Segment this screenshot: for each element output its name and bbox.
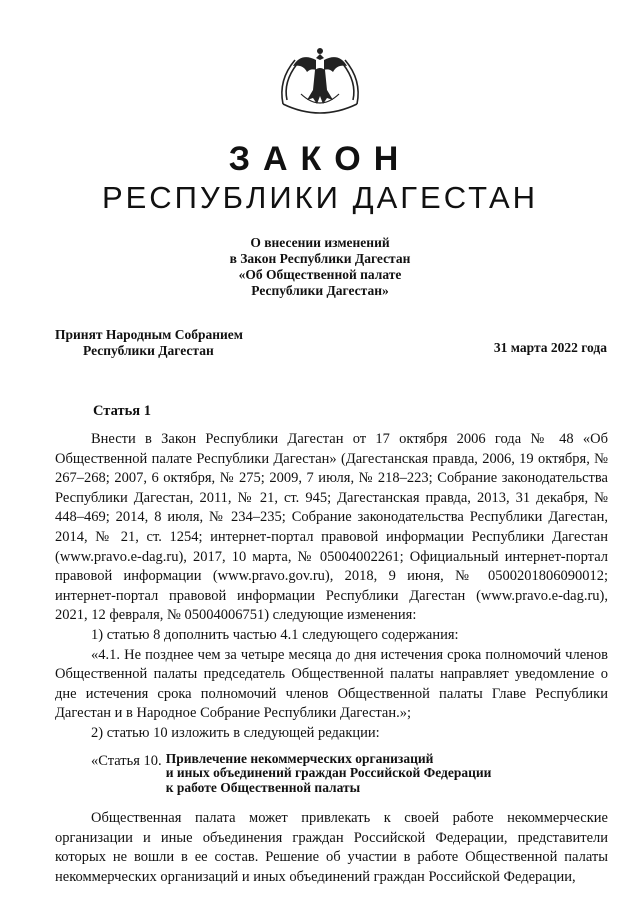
- subject-line-3: «Об Общественной палате: [238, 267, 402, 282]
- subject-line-4: Республики Дагестан»: [251, 283, 389, 298]
- adoption-date: 31 марта 2022 года: [493, 340, 607, 355]
- adopted-line-2: Республики Дагестан: [83, 343, 214, 358]
- article-10-heading: [91, 752, 608, 796]
- subject-line-1: О внесении изменений: [250, 235, 390, 250]
- amendment-quote-1: «4.1. Не позднее чем за четыре месяца до дня истечения срока полномочий членов Общественной палаты председатель Общественной палаты направляет уведомление о дне истечения срока полномочий членов Общественной палаты Главе Республики Дагестан и в Народное Собрание Республики Дагестан.»;: [55, 646, 608, 722]
- adopted-line-1: Принят Народным Собранием: [55, 327, 243, 342]
- article-10-title-line-1: Привлечение некоммерческих организаций: [165, 750, 434, 766]
- article-10-title-line-2: и иных объединений граждан Российской Федерации: [165, 765, 492, 780]
- adopted-by: [55, 327, 243, 359]
- document-type-title: ЗАКОН: [228, 140, 412, 178]
- coat-of-arms-eagle-icon: [273, 42, 367, 120]
- republic-title: РЕСПУБЛИКИ ДАГЕСТАН: [101, 180, 539, 215]
- article-10-title: [166, 752, 492, 796]
- article-10-paragraph: Общественная палата может привлекать к своей работе некоммерческие организации и иные объединения граждан Российской Федерации, представители которых не вошли в ее состав. Решение об участии в работе Общественной палаты некоммерческих организаций и иных объединений граждан Российской Федерации,: [55, 810, 608, 885]
- amendment-item-2: 2) статью 10 изложить в следующей редакции:: [91, 724, 380, 741]
- document-body: [55, 430, 608, 887]
- article-10-label: «Статья 10.: [91, 752, 162, 769]
- intro-paragraph: Внести в Закон Республики Дагестан от 17 октября 2006 года № 48 «Об Общественной палате Республики Дагестан» (Дагестанская правда, 2006, 19 октября, № 267–268; 2007, 6 октября, № 275; 2009, 7 июля, № 218–223; Собрание законодательства Республики Дагестан, 2011, № 21, ст. 945; Дагестанская правда, 2013, 31 декабря, № 448–469; 2014, 8 июля, № 234–235; Собрание законодательства Республики Дагестан, 2014, № 21, ст. 1254; интернет-портал правовой информации Республики Дагестан (www.pravo.e-dag.ru), 2017, 10 марта, № 05004002261; Официальный интернет-портал правовой информации (www.pravo.gov.ru), 2018, 9 июня, № 0500201806090012; интернет-портал правовой информации Республики Дагестан (www.pravo.e-dag.ru), 2021, 12 февраля, № 05004006751) следующие изменения:: [55, 431, 608, 624]
- article-heading: Статья 1: [93, 403, 151, 419]
- amendment-item-1: 1) статью 8 дополнить частью 4.1 следующего содержания:: [91, 626, 459, 643]
- article-10-title-line-3: к работе Общественной палаты: [165, 779, 361, 795]
- law-subject: [0, 235, 640, 299]
- subject-line-2: в Закон Республики Дагестан: [229, 251, 411, 266]
